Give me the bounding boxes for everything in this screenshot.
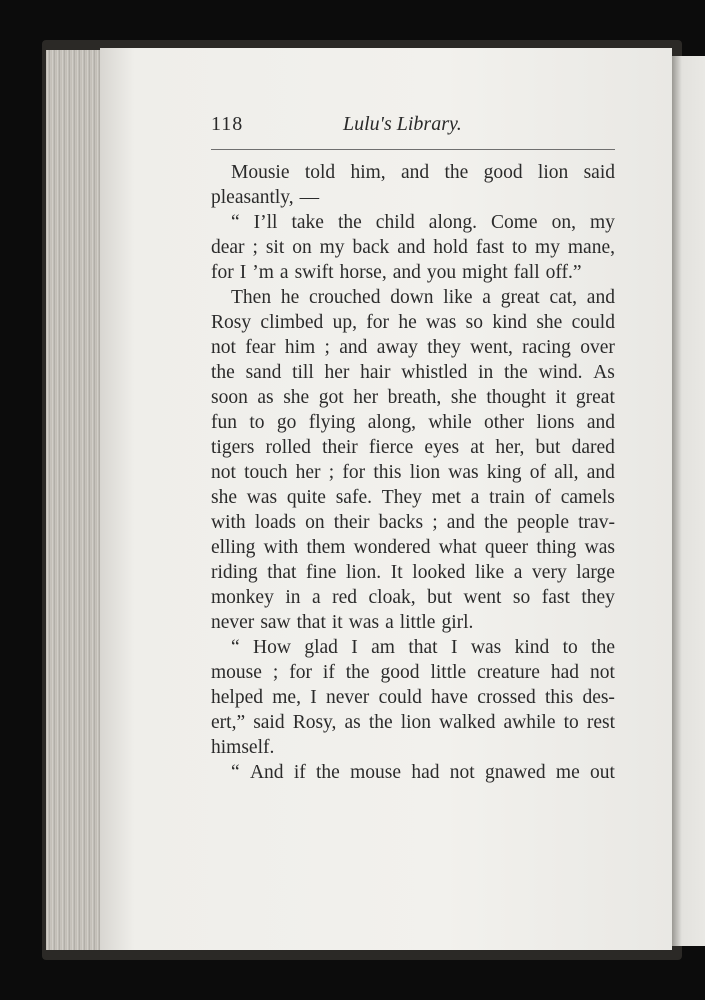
running-title: Lulu's Library. [343, 113, 462, 135]
paragraph [211, 285, 615, 635]
text-line: himself. [211, 737, 275, 758]
text-line: pleasantly, — [211, 187, 320, 208]
text-line: never saw that it was a little girl. [211, 612, 474, 633]
text-line: elling with them wondered what queer thing was [211, 537, 615, 558]
header-rule [211, 149, 615, 150]
text-line: not touch her ; for this lion was king of all, and [211, 462, 615, 483]
text-line: ert,” said Rosy, as the lion walked awhile to rest [211, 712, 615, 733]
text-line: “ And if the mouse had not gnawed me out [231, 762, 615, 783]
text-line: soon as she got her breath, she thought it great [211, 387, 615, 408]
paragraph [211, 160, 615, 210]
text-line: fun to go flying along, while other lions and [211, 412, 615, 433]
text-line: mouse ; for if the good little creature had not [211, 662, 615, 683]
text-line: “ I’ll take the child along. Come on, my [231, 212, 615, 233]
page-edges [46, 50, 106, 950]
text-line: monkey in a red cloak, but went so fast they [211, 587, 615, 608]
text-line: “ How glad I am that I was kind to the [231, 637, 615, 658]
text-line: the sand till her hair whistled in the wind. As [211, 362, 615, 383]
text-line: Then he crouched down like a great cat, and [231, 287, 615, 308]
text-line: Mousie told him, and the good lion said [231, 162, 615, 183]
text-line: Rosy climbed up, for he was so kind she could [211, 312, 615, 333]
facing-page-edge [672, 56, 705, 946]
body-text [211, 160, 615, 785]
text-line: riding that fine lion. It looked like a very large [211, 562, 615, 583]
text-line: tigers rolled their fierce eyes at her, but dared [211, 437, 615, 458]
text-line: with loads on their backs ; and the people trav- [211, 512, 615, 533]
paragraph [211, 635, 615, 760]
page-header [211, 113, 615, 143]
paragraph [211, 210, 615, 285]
text-line: helped me, I never could have crossed this des- [211, 687, 615, 708]
text-line: for I ’m a swift horse, and you might fall off.” [211, 262, 582, 283]
page-number: 118 [211, 113, 244, 135]
text-line: she was quite safe. They met a train of camels [211, 487, 615, 508]
text-line: not fear him ; and away they went, racing over [211, 337, 615, 358]
text-line: dear ; sit on my back and hold fast to my mane, [211, 237, 615, 258]
paragraph [211, 760, 615, 785]
